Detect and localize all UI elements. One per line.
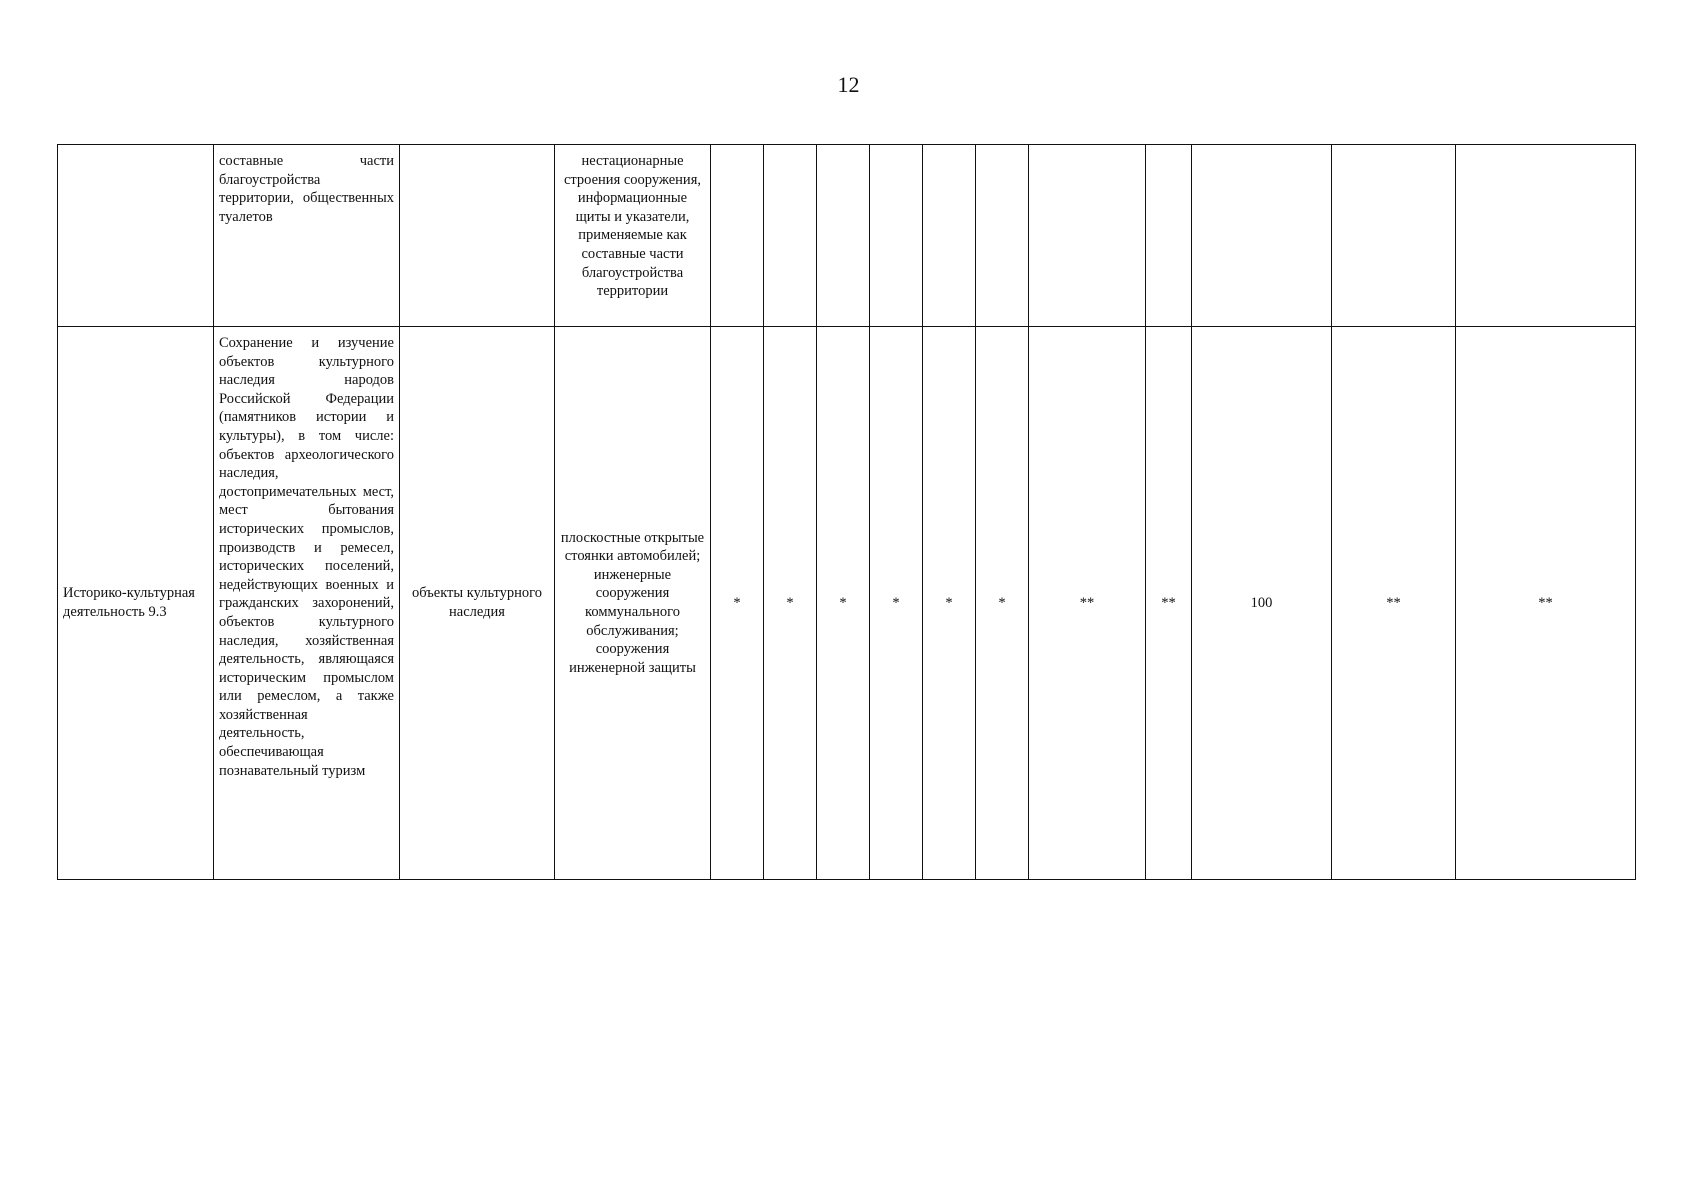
param-cell: ** — [1029, 327, 1146, 880]
param-cell: ** — [1456, 327, 1636, 880]
table-row — [58, 327, 1636, 880]
auxiliary-use-cell: плоскостные открытые стоянки автомобилей; инженерные сооружения коммунального обслуживания; сооружения инженерной защиты — [555, 327, 711, 880]
param-cell: * — [764, 327, 817, 880]
page-number: 12 — [837, 72, 860, 97]
param-cell — [1029, 145, 1146, 327]
table-row — [58, 145, 1636, 327]
param-cell: 100 — [1192, 327, 1332, 880]
param-cell: ** — [1146, 327, 1192, 880]
param-cell — [1332, 145, 1456, 327]
param-cell: * — [870, 327, 923, 880]
param-cell — [976, 145, 1029, 327]
param-cell — [1456, 145, 1636, 327]
param-cell: * — [711, 327, 764, 880]
param-cell: * — [923, 327, 976, 880]
use-type-cell: Историко-культурная деятельность 9.3 — [58, 327, 214, 880]
conditional-use-cell: объекты культурного наследия — [400, 327, 555, 880]
use-description-cell: Сохранение и изучение объектов культурного наследия народов Российской Федерации (памятников истории и культуры), в том числе: объектов археологического наследия, достопримечательных мест, мест бытования исторических промыслов, производств и ремесел, исторических поселений, недействующих военных и гражданских захоронений, объектов культурного наследия, хозяйственная деятельность, являющаяся историческим промыслом или ремеслом, а также хозяйственная деятельность, обеспечивающая познавательный туризм — [214, 327, 400, 880]
param-cell — [1146, 145, 1192, 327]
param-cell — [817, 145, 870, 327]
zoning-regulations-table — [57, 144, 1636, 880]
param-cell — [923, 145, 976, 327]
use-description-cell: составные части благоустройства территории, общественных туалетов — [214, 145, 400, 327]
param-cell — [764, 145, 817, 327]
conditional-use-cell — [400, 145, 555, 327]
param-cell — [1192, 145, 1332, 327]
param-cell: * — [976, 327, 1029, 880]
param-cell: * — [817, 327, 870, 880]
auxiliary-use-cell: нестационарные строения сооружения, информационные щиты и указатели, применяемые как составные части благоустройства территории — [555, 145, 711, 327]
param-cell — [711, 145, 764, 327]
use-type-cell — [58, 145, 214, 327]
param-cell — [870, 145, 923, 327]
param-cell: ** — [1332, 327, 1456, 880]
